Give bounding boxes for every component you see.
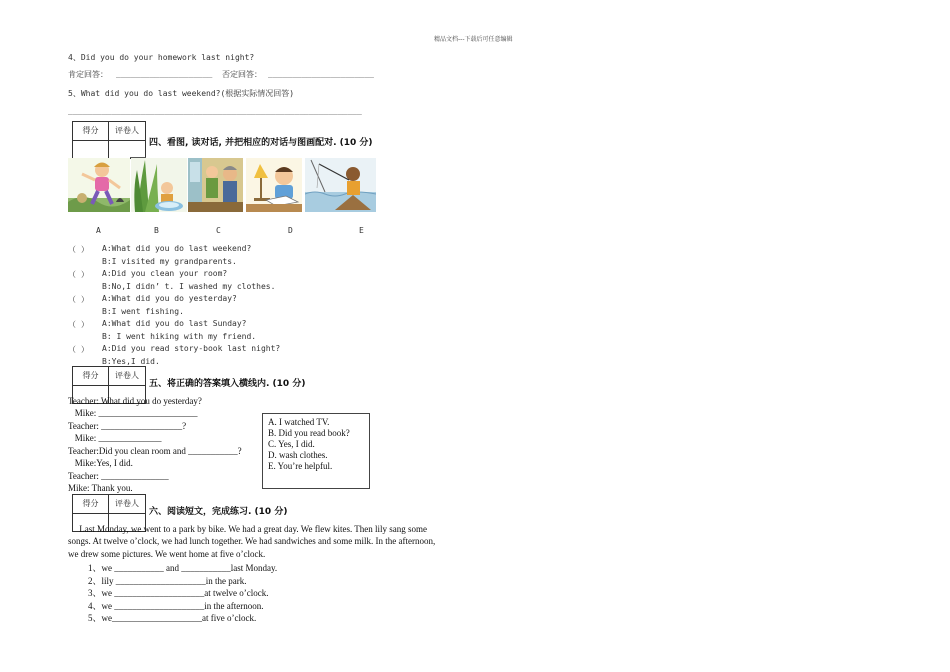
option-b: B. Did you read book? bbox=[268, 428, 350, 438]
grader-label: 评卷人 bbox=[115, 126, 139, 135]
section-4-title: 四、看图, 读对话, 并把相应的对话与图画配对. (10 分) bbox=[149, 138, 373, 148]
question-5-text: 5、What did you do last weekend?(根据实际情况回答) bbox=[68, 89, 295, 98]
fishing-icon bbox=[305, 158, 376, 212]
dialog-2-paren[interactable]: （ ） bbox=[68, 270, 89, 279]
score-label: 得分 bbox=[73, 495, 109, 513]
picture-letter-d: D bbox=[288, 226, 293, 235]
s5-line-7[interactable]: Teacher: _______________ bbox=[68, 471, 169, 481]
page-header-note: 精品文档---下载后可任意编辑 bbox=[434, 36, 513, 43]
option-d: D. wash clothes. bbox=[268, 450, 328, 460]
option-a: A. I watched TV. bbox=[268, 417, 330, 427]
picture-letter-b: B bbox=[154, 226, 159, 235]
grader-label: 评卷人 bbox=[115, 499, 139, 508]
dialog-5-b: B:Yes,I did. bbox=[102, 357, 160, 366]
girl-playing-icon bbox=[68, 158, 130, 212]
s6-question-2[interactable]: 2、lily ____________________in the park. bbox=[88, 576, 247, 586]
dialog-4-a: A:What did you do last Sunday? bbox=[102, 319, 247, 328]
grader-label: 评卷人 bbox=[115, 371, 139, 380]
passage-line-1: Last Monday, we went to a park by bike. We had a great day. We flew kites. Then lily sang some bbox=[68, 524, 428, 534]
s6-question-1[interactable]: 1、we ___________ and ___________last Monday. bbox=[88, 563, 278, 573]
dialog-3-a: A:What did you do yesterday? bbox=[102, 294, 237, 303]
answer-options-box bbox=[262, 413, 370, 489]
picture-letter-a: A bbox=[96, 226, 101, 235]
washing-clothes-icon bbox=[131, 158, 187, 212]
q5-answer-blank[interactable]: _____________________________________________________________ bbox=[68, 106, 362, 115]
picture-letter-c: C bbox=[216, 226, 221, 235]
s5-line-5[interactable]: Teacher:Did you clean room and ___________? bbox=[68, 446, 242, 456]
reading-lamp-icon bbox=[246, 158, 302, 212]
dialog-5-a: A:Did you read story-book last night? bbox=[102, 344, 281, 353]
section-5-title: 五、将正确的答案填入横线内. (10 分) bbox=[149, 379, 306, 389]
q4-negate-label: 否定回答： bbox=[222, 70, 262, 79]
s5-line-6: Mike:Yes, I did. bbox=[68, 458, 133, 468]
dialog-1-a: A:What did you do last weekend? bbox=[102, 244, 252, 253]
dialog-1-b: B:I visited my grandparents. bbox=[102, 257, 237, 266]
s5-line-1: Teacher: What did you do yesterday? bbox=[68, 396, 202, 406]
passage-line-3: we drew some pictures. We went home at five o’clock. bbox=[68, 549, 266, 559]
s6-question-5[interactable]: 5、we____________________at five o’clock. bbox=[88, 613, 257, 623]
picture-letter-e: E bbox=[359, 226, 364, 235]
dialog-3-paren[interactable]: （ ） bbox=[68, 295, 89, 304]
question-4-text: 4、Did you do your homework last night? bbox=[68, 53, 255, 62]
family-visit-icon bbox=[188, 158, 243, 212]
s5-line-3[interactable]: Teacher: __________________? bbox=[68, 421, 187, 431]
option-e: E. You’re helpful. bbox=[268, 461, 333, 471]
score-label: 得分 bbox=[73, 122, 109, 140]
q4-affirm-label: 肯定回答： bbox=[68, 70, 108, 79]
option-c: C. Yes, I did. bbox=[268, 439, 315, 449]
q4-affirm-blank[interactable]: ____________________ bbox=[116, 69, 213, 78]
score-label: 得分 bbox=[73, 367, 109, 385]
s5-line-8: Mike: Thank you. bbox=[68, 483, 133, 493]
passage-line-2: songs. At twelve o’clock, we had lunch together. We had sandwiches and some milk. In the afternoon, bbox=[68, 536, 436, 546]
section-6-title: 六、阅读短文，完成练习. (10 分) bbox=[149, 507, 288, 517]
dialog-2-b: B:No,I didn’ t. I washed my clothes. bbox=[102, 282, 276, 291]
dialog-3-b: B:I went fishing. bbox=[102, 307, 184, 316]
dialog-1-paren[interactable]: （ ） bbox=[68, 245, 89, 254]
dialog-5-paren[interactable]: （ ） bbox=[68, 345, 89, 354]
s5-line-2[interactable]: Mike: ______________________ bbox=[68, 408, 198, 418]
q4-negate-blank[interactable]: ______________________ bbox=[268, 69, 374, 78]
dialog-4-b: B: I went hiking with my friend. bbox=[102, 332, 257, 341]
s5-line-4[interactable]: Mike: ______________ bbox=[68, 433, 162, 443]
score-box-section-4 bbox=[72, 121, 146, 159]
s6-question-4[interactable]: 4、we ____________________in the afternoon. bbox=[88, 601, 264, 611]
dialog-2-a: A:Did you clean your room? bbox=[102, 269, 228, 278]
dialog-4-paren[interactable]: （ ） bbox=[68, 320, 89, 329]
s6-question-3[interactable]: 3、we ____________________at twelve o’clock. bbox=[88, 588, 269, 598]
